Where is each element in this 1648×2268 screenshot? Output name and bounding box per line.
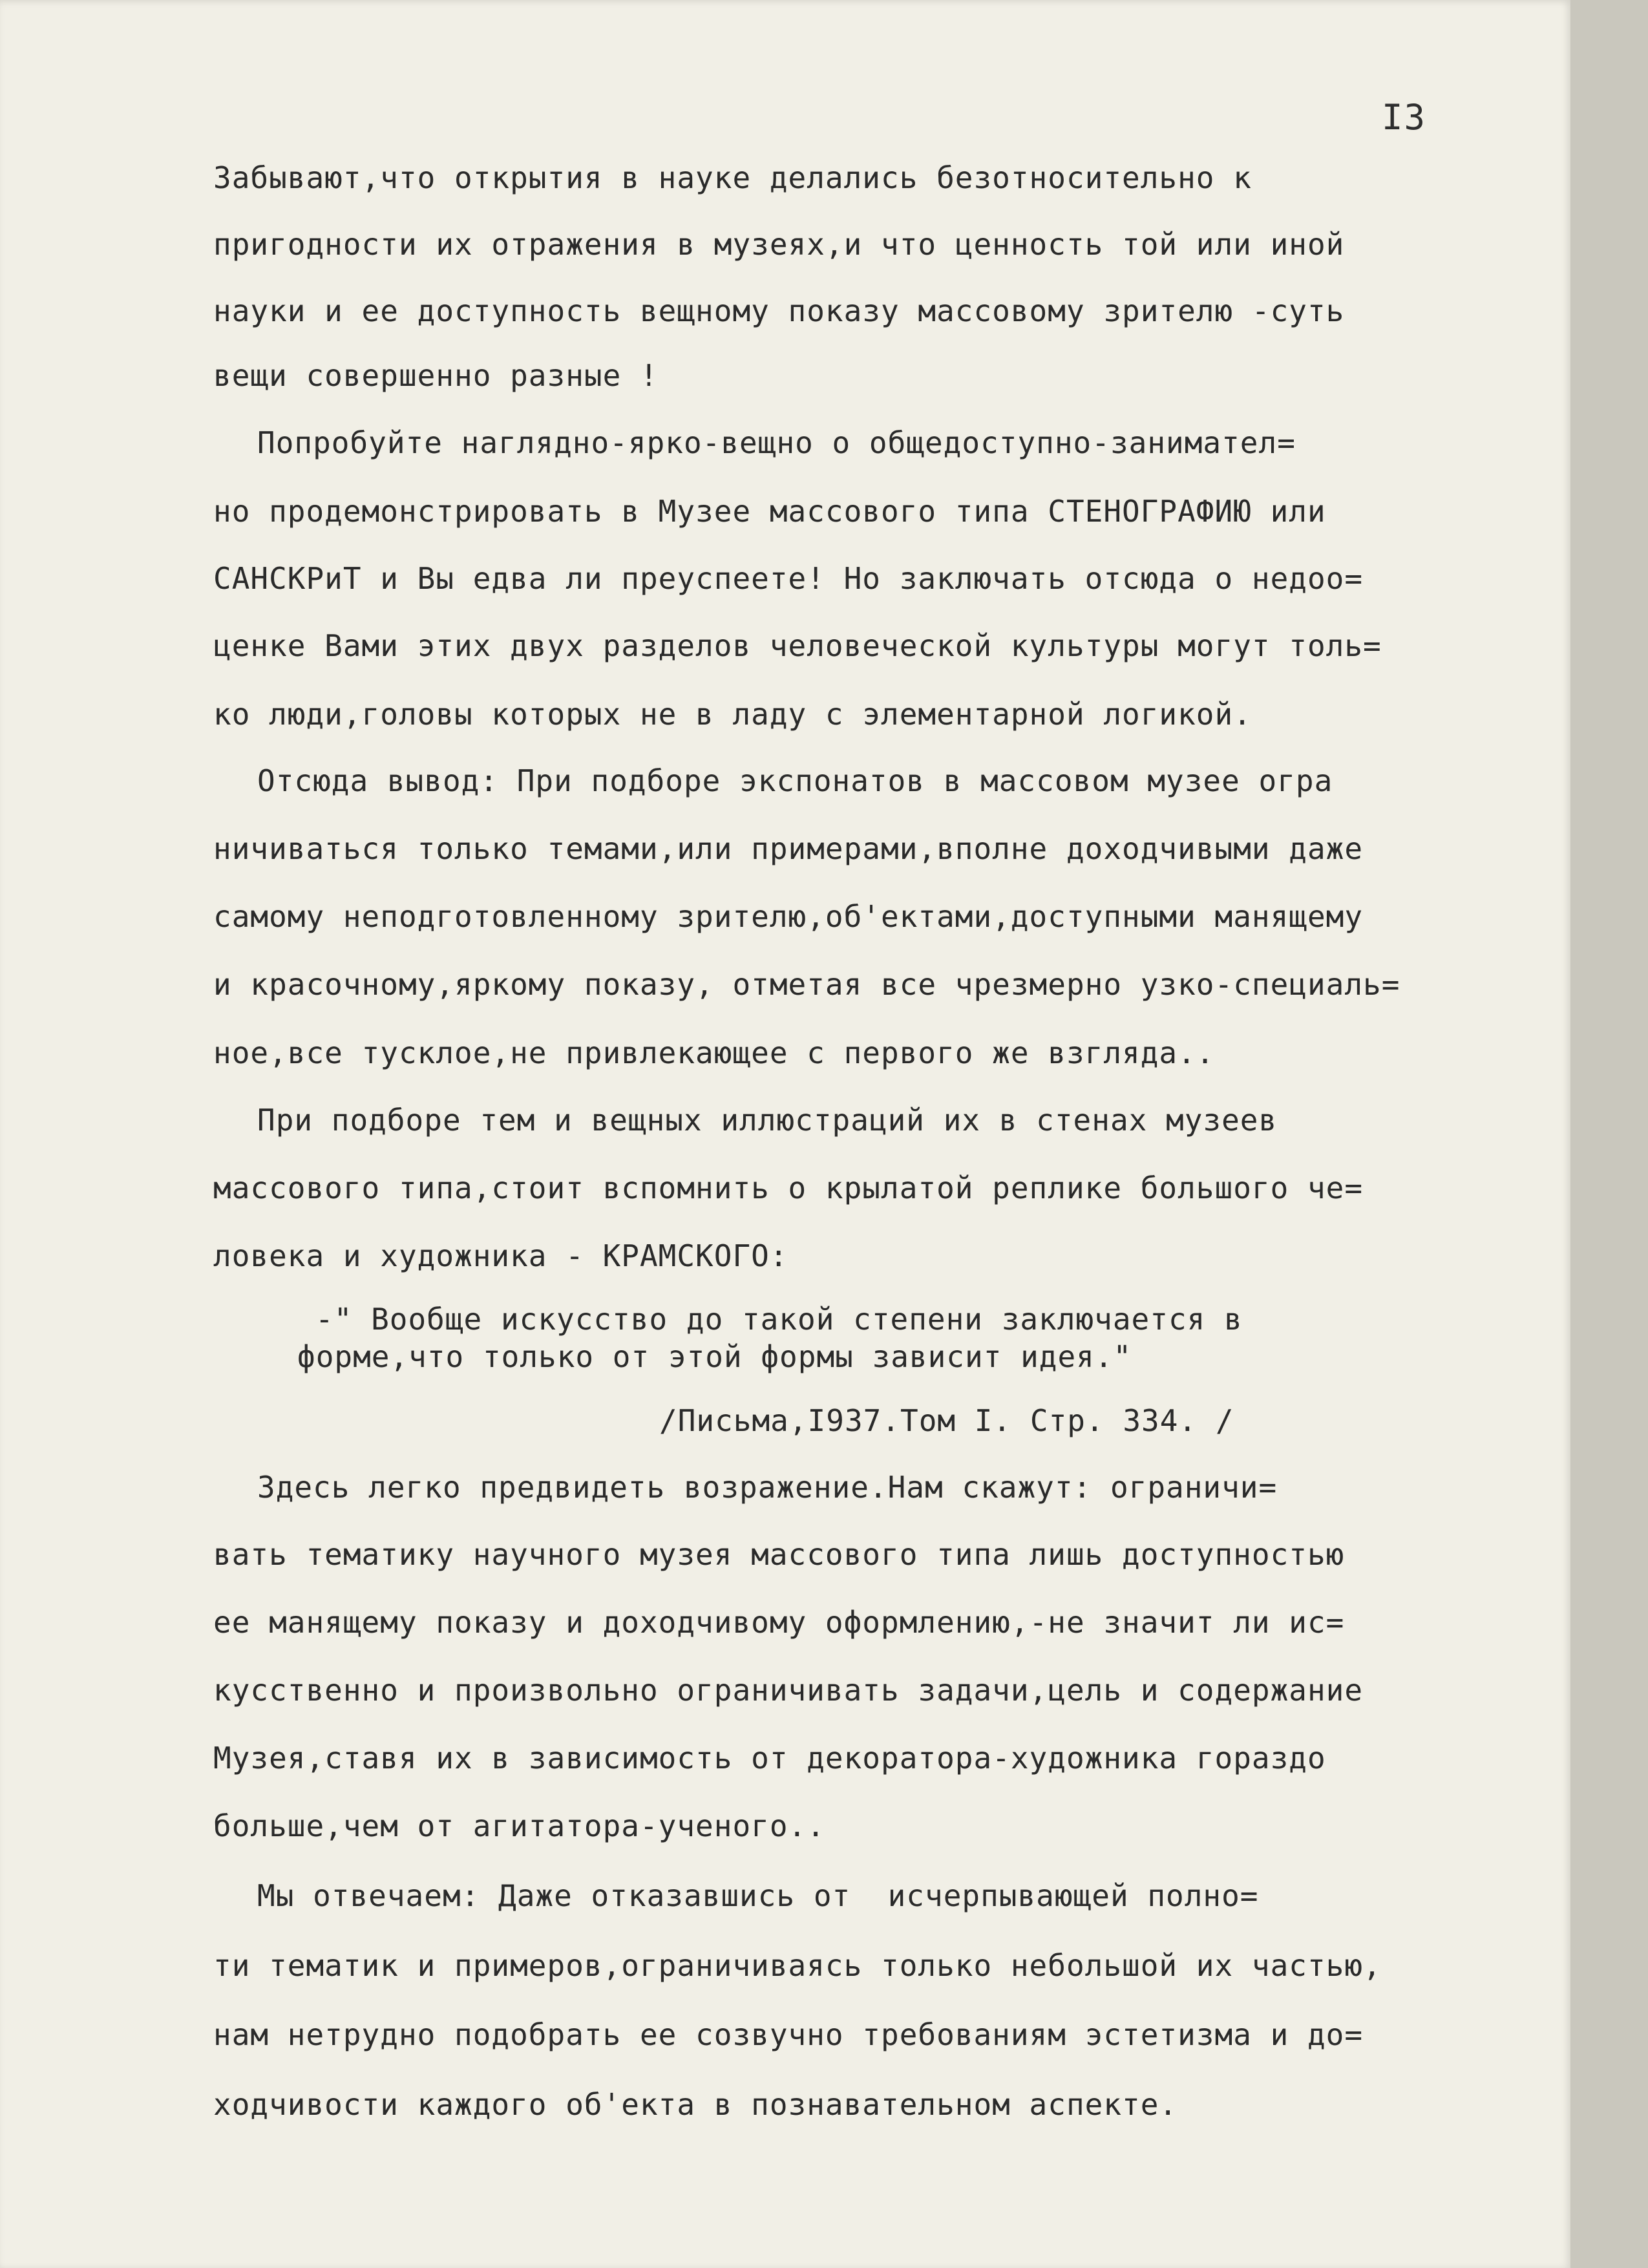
page-edge-background [1570, 0, 1648, 2268]
quote-line: -" Вообще искусство до такой степени заключается в [315, 1302, 1243, 1337]
text-line: Отсюда вывод: При подборе экспонатов в массовом музее огра [257, 763, 1333, 798]
text-line: больше,чем от агитатора-ученого.. [213, 1808, 825, 1843]
text-line: ное,все тусклое,не привлекающее с первого же взгляда.. [213, 1035, 1215, 1070]
quote-citation: /Письма,I937.Том I. Стр. 334. / [659, 1403, 1234, 1438]
text-line: Мы отвечаем: Даже отказавшись от исчерпывающей полно= [257, 1878, 1259, 1913]
text-line: Здесь легко предвидеть возражение.Нам скажут: ограничи= [257, 1470, 1278, 1505]
text-line: Попробуйте наглядно-ярко-вещно о общедоступно-занимател= [257, 425, 1296, 460]
text-line: При подборе тем и вещных иллюстраций их в стенах музеев [257, 1103, 1278, 1138]
text-line: массового типа,стоит вспомнить о крылатой реплике большого че= [213, 1171, 1364, 1205]
text-line: ловека и художника - КРАМСКОГО: [213, 1238, 788, 1273]
text-line: но продемонстрировать в Музее массового типа СТЕНОГРАФИЮ или [213, 494, 1326, 529]
text-line: кусственно и произвольно ограничивать задачи,цель и содержание [213, 1673, 1364, 1708]
text-line: ходчивости каждого об'екта в познавательном аспекте. [213, 2087, 1178, 2122]
text-line: пригодности их отражения в музеях,и что ценность той или иной [213, 227, 1345, 262]
text-line: и красочному,яркому показу, отметая все чрезмерно узко-специаль= [213, 967, 1400, 1002]
text-line: Забывают,что открытия в науке делались безотносительно к [213, 160, 1252, 195]
text-line: ценке Вами этих двух разделов человеческой культуры могут толь= [213, 628, 1382, 663]
text-line: ее манящему показу и доходчивому оформлению,-не значит ли ис= [213, 1605, 1345, 1640]
text-line: науки и ее доступность вещному показу массовому зрителю -суть [213, 293, 1345, 328]
text-line: вать тематику научного музея массового типа лишь доступностью [213, 1537, 1345, 1572]
quote-line: форме,что только от этой формы зависит идея." [297, 1339, 1132, 1374]
text-line: ти тематик и примеров,ограничиваясь только небольшой их частью, [213, 1948, 1382, 1983]
page-number: I3 [1382, 97, 1427, 138]
text-line: ничиваться только темами,или примерами,вполне доходчивыми даже [213, 831, 1364, 866]
text-line: вещи совершенно разные ! [213, 358, 659, 393]
text-line: нам нетрудно подобрать ее созвучно требованиям эстетизма и до= [213, 2017, 1364, 2052]
text-line: Музея,ставя их в зависимость от декоратора-художника гораздо [213, 1741, 1326, 1775]
text-line: ко люди,головы которых не в ладу с элементарной логикой. [213, 697, 1252, 732]
text-line: самому неподготовленному зрителю,об'ектами,доступными манящему [213, 899, 1364, 934]
text-line: САНСКРиТ и Вы едва ли преуспеете! Но заключать отсюда о недоо= [213, 561, 1364, 596]
